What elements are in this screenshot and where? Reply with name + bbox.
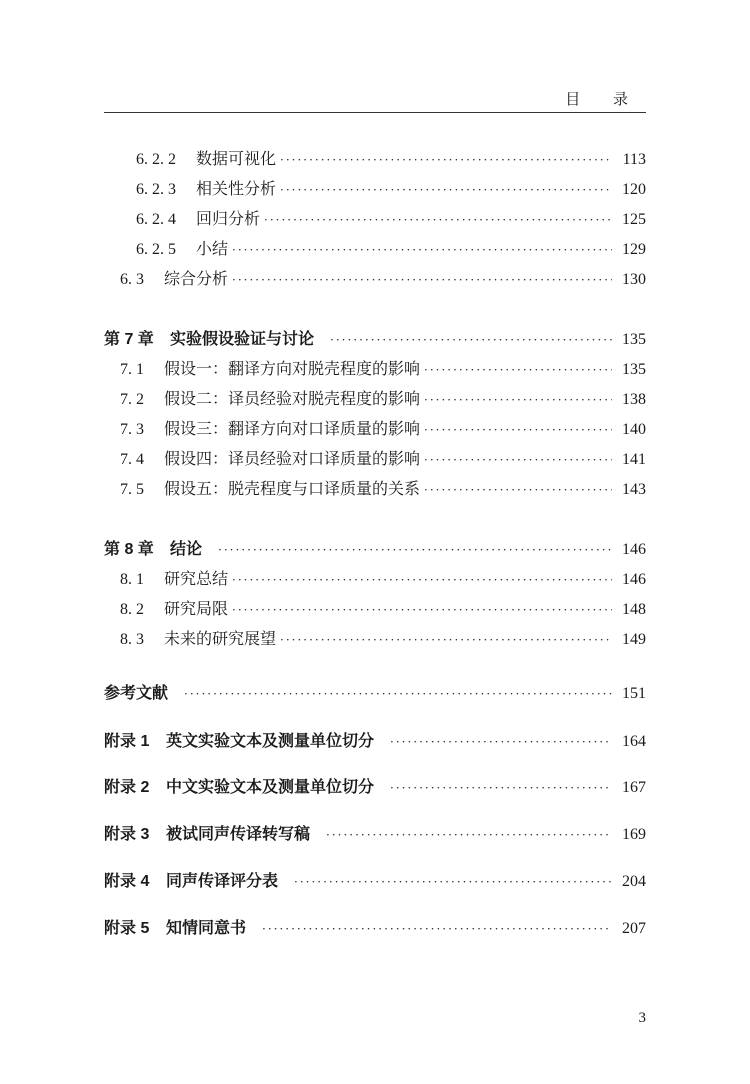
- appendix-title: 中文实验文本及测量单位切分: [166, 779, 375, 796]
- entry-number: 8. 3: [120, 631, 144, 648]
- toc-appendix-entry[interactable]: [104, 915, 646, 939]
- appendix-number: 附录 5: [104, 920, 150, 937]
- leader-dots: [184, 687, 612, 701]
- entry-title: 综合分析: [164, 269, 229, 288]
- entry-title: 假设一：翻译方向对脱壳程度的影响: [164, 359, 421, 378]
- entry-title: 假设二：译员经验对脱壳程度的影响: [164, 389, 421, 408]
- appendix-title: 同声传译评分表: [166, 873, 279, 890]
- entry-title: 小结: [196, 239, 229, 258]
- appendix-number: 附录 4: [104, 873, 150, 890]
- entry-page: 135: [622, 331, 646, 348]
- entry-page: 151: [622, 685, 646, 702]
- entry-title: 相关性分析: [196, 179, 277, 198]
- toc-entry[interactable]: [104, 596, 646, 620]
- toc-appendix-entry[interactable]: [104, 728, 646, 752]
- entry-number: 6. 2. 3: [136, 181, 176, 198]
- leader-dots: [280, 183, 612, 197]
- appendix-title: 被试同声传译转写稿: [166, 826, 311, 843]
- toc-entry[interactable]: [104, 146, 646, 170]
- entry-number: 8. 1: [120, 571, 144, 588]
- chapter-number: 第 8 章: [104, 541, 154, 558]
- toc-entry[interactable]: [104, 566, 646, 590]
- toc-entry[interactable]: [104, 416, 646, 440]
- entry-title: 研究局限: [164, 599, 229, 618]
- entry-number: 6. 3: [120, 271, 144, 288]
- toc-entry[interactable]: [104, 446, 646, 470]
- leader-dots: [280, 633, 612, 647]
- entry-number: 7. 4: [120, 451, 144, 468]
- entry-title: 假设三：翻译方向对口译质量的影响: [164, 419, 421, 438]
- entry-page: 148: [622, 601, 646, 618]
- toc-entry[interactable]: [104, 236, 646, 260]
- entry-title: 研究总结: [164, 569, 229, 588]
- leader-dots: [390, 781, 612, 795]
- entry-title: 数据可视化: [196, 149, 277, 168]
- appendix-number: 附录 1: [104, 733, 150, 750]
- entry-page: 207: [622, 920, 646, 937]
- leader-dots: [424, 393, 612, 407]
- appendix-title: 英文实验文本及测量单位切分: [166, 733, 375, 750]
- page-number: 3: [638, 1010, 646, 1026]
- entry-number: 6. 2. 2: [136, 151, 176, 168]
- entry-title: 回归分析: [196, 209, 261, 228]
- leader-dots: [264, 213, 612, 227]
- toc-appendix-entry[interactable]: [104, 774, 646, 798]
- leader-dots: [330, 333, 612, 347]
- entry-page: 204: [622, 873, 646, 890]
- entry-page: 130: [622, 271, 646, 288]
- entry-number: 6. 2. 5: [136, 241, 176, 258]
- toc-entry[interactable]: [104, 476, 646, 500]
- leader-dots: [280, 153, 612, 167]
- appendix-title: 知情同意书: [166, 920, 247, 937]
- entry-number: 7. 5: [120, 481, 144, 498]
- entry-page: 169: [622, 826, 646, 843]
- leader-dots: [232, 573, 612, 587]
- entry-page: 135: [622, 361, 646, 378]
- entry-number: 7. 3: [120, 421, 144, 438]
- entry-page: 125: [622, 211, 646, 228]
- leader-dots: [262, 922, 612, 936]
- appendix-number: 附录 2: [104, 779, 150, 796]
- entry-title: 未来的研究展望: [164, 629, 277, 648]
- entry-page: 164: [622, 733, 646, 750]
- toc-references-entry[interactable]: [104, 680, 646, 704]
- entry-number: 8. 2: [120, 601, 144, 618]
- leader-dots: [232, 273, 612, 287]
- toc-entry[interactable]: [104, 626, 646, 650]
- chapter-title: 实验假设验证与讨论: [170, 331, 315, 348]
- toc-chapter-entry[interactable]: [104, 326, 646, 350]
- running-header: [104, 86, 646, 113]
- leader-dots: [232, 243, 612, 257]
- entry-page: 141: [622, 451, 646, 468]
- leader-dots: [424, 483, 612, 497]
- entry-number: 6. 2. 4: [136, 211, 176, 228]
- leader-dots: [294, 875, 612, 889]
- leader-dots: [390, 735, 612, 749]
- toc-entry[interactable]: [104, 206, 646, 230]
- entry-page: 143: [622, 481, 646, 498]
- leader-dots: [424, 423, 612, 437]
- entry-page: 120: [622, 181, 646, 198]
- leader-dots: [326, 828, 612, 842]
- references-title: 参考文献: [104, 685, 169, 702]
- entry-page: 167: [622, 779, 646, 796]
- chapter-number: 第 7 章: [104, 331, 154, 348]
- leader-dots: [218, 543, 612, 557]
- toc-chapter-entry[interactable]: [104, 536, 646, 560]
- header-title: 目 录: [565, 90, 642, 108]
- entry-title: 假设五：脱壳程度与口译质量的关系: [164, 479, 421, 498]
- toc-entry[interactable]: [104, 386, 646, 410]
- entry-page: 140: [622, 421, 646, 438]
- toc-entry[interactable]: [104, 266, 646, 290]
- entry-page: 149: [622, 631, 646, 648]
- leader-dots: [232, 603, 612, 617]
- appendix-number: 附录 3: [104, 826, 150, 843]
- entry-page: 146: [622, 571, 646, 588]
- chapter-title: 结论: [170, 541, 203, 558]
- entry-page: 146: [622, 541, 646, 558]
- entry-title: 假设四：译员经验对口译质量的影响: [164, 449, 421, 468]
- entry-page: 129: [622, 241, 646, 258]
- entry-number: 7. 1: [120, 361, 144, 378]
- leader-dots: [424, 453, 612, 467]
- entry-page: 138: [622, 391, 646, 408]
- entry-page: 113: [622, 151, 646, 168]
- leader-dots: [424, 363, 612, 377]
- entry-number: 7. 2: [120, 391, 144, 408]
- toc-appendix-entry[interactable]: [104, 821, 646, 845]
- toc-entry[interactable]: [104, 356, 646, 380]
- toc-appendix-entry[interactable]: [104, 868, 646, 892]
- toc-entry[interactable]: [104, 176, 646, 200]
